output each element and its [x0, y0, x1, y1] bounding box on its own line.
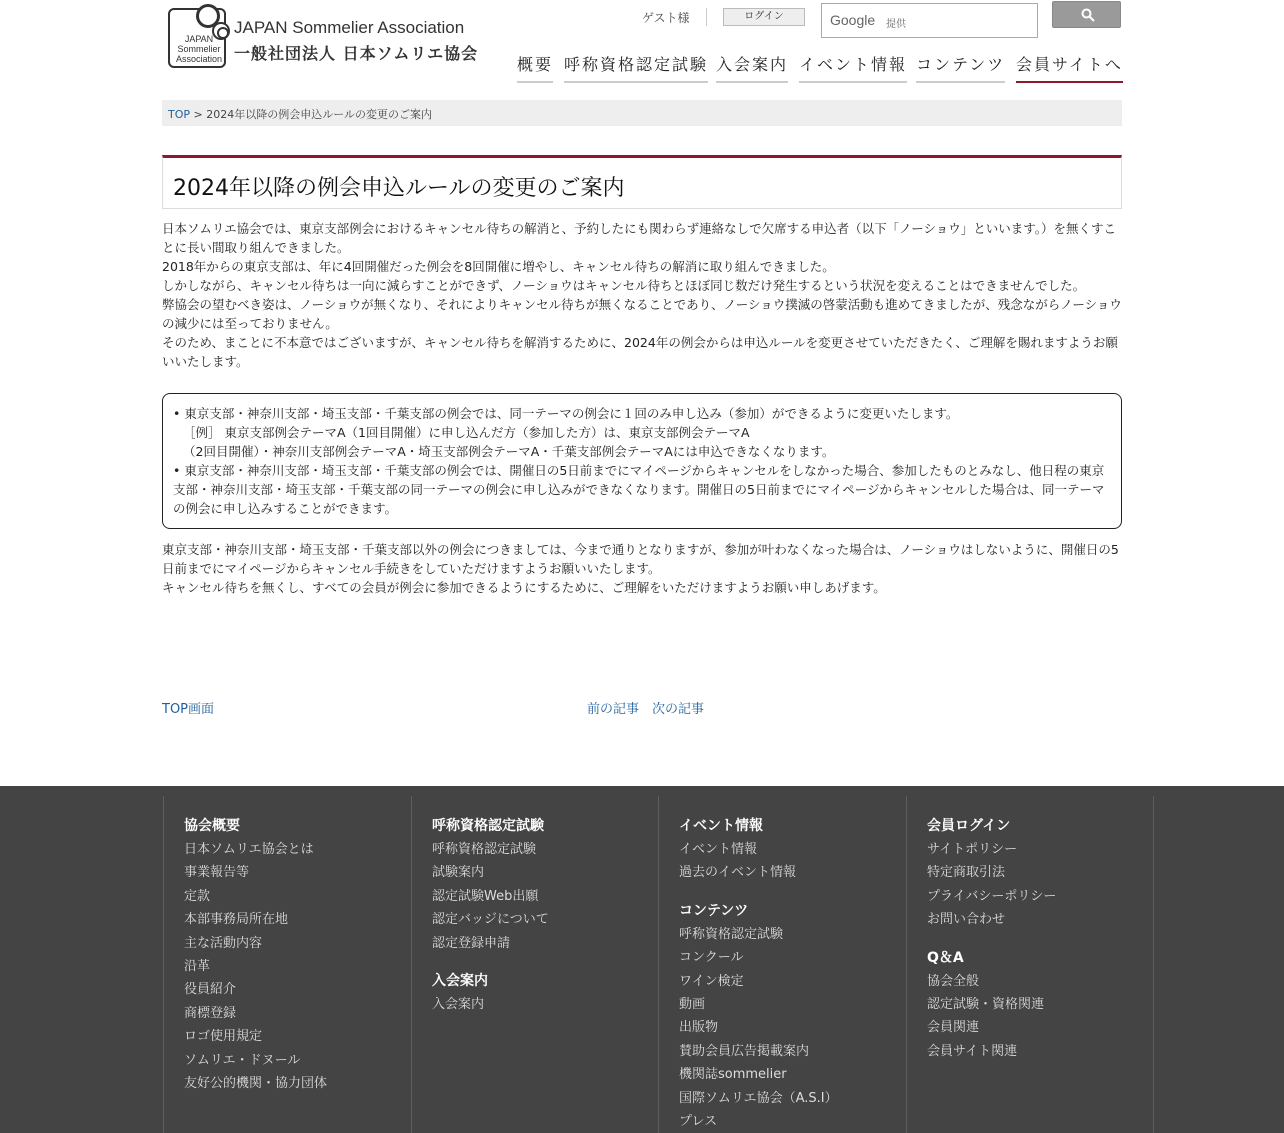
- intro-text: [162, 219, 1122, 371]
- site-header: [162, 0, 1122, 90]
- guest-label: ゲスト様: [642, 11, 690, 25]
- header-divider: [706, 8, 707, 26]
- footer-link[interactable]: イベント情報: [679, 842, 758, 857]
- site-logo[interactable]: [168, 8, 479, 70]
- nav-contents[interactable]: コンテンツ: [916, 52, 1005, 83]
- notice-line: • 東京支部・神奈川支部・埼玉支部・千葉支部の例会では、同一テーマの例会に１回のみ申し込み（参加）ができるように変更いたします。: [173, 406, 959, 421]
- footer-link[interactable]: お問い合わせ: [927, 912, 1006, 928]
- footer-link[interactable]: 国際ソムリエ協会（A.S.I）: [679, 1090, 838, 1106]
- footer-link[interactable]: プレス: [679, 1114, 718, 1130]
- footer-link[interactable]: プライバシーポリシー: [927, 888, 1057, 904]
- footer-link[interactable]: 認定登録申請: [432, 935, 511, 951]
- closing-text: [162, 540, 1122, 597]
- footer-link[interactable]: 賛助会員広告掲載案内: [679, 1043, 810, 1059]
- footer-link[interactable]: 協会全般: [927, 973, 980, 989]
- intro-paragraph: しかしながら、キャンセル待ちは一向に減らすことができず、ノーショウはキャンセル待ちとほぼ同じ数だけ発生するという状況を変えることはできませんでした。: [162, 278, 1086, 293]
- site-footer: [0, 786, 1284, 1133]
- search-provider-label: 提供: [886, 19, 906, 30]
- nav-events[interactable]: イベント情報: [799, 52, 907, 83]
- search-input[interactable]: [821, 3, 1038, 38]
- footer-column: [906, 796, 1154, 1133]
- footer-link[interactable]: 商標登録: [184, 1005, 237, 1021]
- footer-link[interactable]: 会員サイト関連: [927, 1043, 1018, 1059]
- intro-paragraph: 2018年からの東京支部は、年に4回開催だった例会を8回開催に増やし、キャンセル待ちの解消に取り組んできました。: [162, 259, 835, 274]
- nav-certification-exam[interactable]: 呼称資格認定試験: [564, 52, 708, 83]
- prev-article-link[interactable]: 前の記事: [587, 702, 640, 717]
- breadcrumb-separator: >: [190, 108, 207, 121]
- page-title-box: [162, 155, 1122, 209]
- logo-english-name: JAPAN Sommelier Association: [234, 18, 465, 37]
- logo-mark-text: Association: [175, 54, 223, 64]
- footer-heading[interactable]: イベント情報: [679, 818, 763, 834]
- intro-paragraph: 弊協会の望むべき姿は、ノーショウが無くなり、それによりキャンセル待ちが無くなることであり、ノーショウ撲滅の啓蒙活動も進めてきましたが、残念ながらノーショウの減少には至っておりません。: [162, 297, 1122, 331]
- footer-link[interactable]: 呼称資格認定試験: [679, 926, 784, 942]
- footer-link[interactable]: 特定商取引法: [927, 865, 1006, 881]
- notice-line: （2回目開催）・神奈川支部例会テーマA・埼玉支部例会テーマA・千葉支部例会テーマAには申込できなくなります。: [183, 444, 835, 459]
- footer-link[interactable]: 日本ソムリエ協会とは: [184, 842, 314, 857]
- footer-heading[interactable]: 協会概要: [184, 818, 240, 834]
- search-icon: [1081, 8, 1095, 22]
- footer-link[interactable]: 過去のイベント情報: [679, 865, 797, 881]
- footer-link[interactable]: 友好公的機関・協力団体: [184, 1076, 328, 1092]
- rule-notice-box: [162, 393, 1122, 529]
- footer-link[interactable]: サイトポリシー: [927, 842, 1018, 857]
- footer-link[interactable]: ロゴ使用規定: [184, 1029, 263, 1045]
- footer-link[interactable]: 定款: [184, 888, 211, 904]
- footer-link[interactable]: 主な活動内容: [184, 935, 263, 951]
- footer-link[interactable]: 呼称資格認定試験: [432, 842, 537, 857]
- logo-japanese-name: 一般社団法人 日本ソムリエ協会: [234, 44, 479, 63]
- footer-link[interactable]: 認定バッジについて: [432, 912, 549, 928]
- login-button[interactable]: ログイン: [723, 8, 805, 26]
- footer-link[interactable]: 機関誌sommelier: [679, 1067, 787, 1083]
- footer-link[interactable]: 入会案内: [432, 997, 485, 1013]
- footer-heading[interactable]: コンテンツ: [679, 902, 749, 919]
- breadcrumb-current: 2024年以降の例会申込ルールの変更のご案内: [206, 108, 433, 121]
- footer-link[interactable]: 役員紹介: [184, 982, 237, 998]
- footer-link[interactable]: コンクール: [679, 950, 744, 966]
- notice-line: • 東京支部・神奈川支部・埼玉支部・千葉支部の例会では、開催日の5日前までにマイページからキャンセルをしなかった場合、参加したものとみなし、他日程の東京支部・神奈川支部・埼玉支部・千葉支部の同一テーマの例会に申し込みができなくなります。開催日の5日前までにマイページからキャンセルした場合は、同一テーマの例会に申し込みすることができます。: [173, 463, 1105, 516]
- footer-link[interactable]: ソムリエ・ドヌール: [184, 1052, 301, 1068]
- breadcrumb: [162, 100, 1122, 126]
- nav-membership[interactable]: 入会案内: [716, 52, 788, 83]
- footer-link[interactable]: 出版物: [679, 1020, 719, 1036]
- footer-link[interactable]: 本部事務局所在地: [184, 912, 289, 928]
- footer-link[interactable]: 事業報告等: [184, 865, 250, 881]
- search-button[interactable]: [1052, 1, 1121, 28]
- nav-member-site[interactable]: 会員サイトへ: [1016, 52, 1123, 83]
- footer-link[interactable]: 認定試験Web出願: [432, 888, 539, 904]
- footer-heading[interactable]: 入会案内: [432, 973, 488, 990]
- footer-column: [163, 796, 411, 1133]
- footer-heading[interactable]: 会員ログイン: [927, 818, 1011, 834]
- footer-link[interactable]: 沿革: [184, 959, 211, 975]
- logo-mark-icon: [168, 8, 226, 68]
- nav-overview[interactable]: 概要: [517, 52, 553, 83]
- intro-paragraph: 日本ソムリエ協会では、東京支部例会におけるキャンセル待ちの解消と、予約したにも関わらず連絡なしで欠席する申込者（以下「ノーショウ」といいます。）を無くすことに長い間取り組んできました。: [162, 221, 1117, 255]
- notice-line: ［例］ 東京支部例会テーマA（1回目開催）に申し込んだ方（参加した方）は、東京支部例会テーマA: [183, 425, 750, 440]
- footer-column: [411, 796, 659, 1133]
- footer-heading[interactable]: 呼称資格認定試験: [432, 818, 544, 834]
- footer-link[interactable]: 認定試験・資格関連: [927, 997, 1045, 1013]
- footer-column: [658, 796, 906, 1133]
- footer-link[interactable]: 会員関連: [927, 1020, 980, 1036]
- logo-mark-text: JAPAN: [184, 34, 214, 44]
- closing-paragraph: キャンセル待ちを無くし、すべての会員が例会に参加できるようにするために、ご理解をいただけますようお願い申しあげます。: [162, 580, 886, 595]
- footer-link[interactable]: 動画: [679, 997, 706, 1013]
- footer-link[interactable]: 試験案内: [432, 865, 485, 881]
- breadcrumb-top-link[interactable]: TOP: [168, 108, 191, 121]
- next-article-link[interactable]: 次の記事: [652, 702, 705, 717]
- page-title: 2024年以降の例会申込ルールの変更のご案内: [173, 176, 625, 201]
- logo-mark-text: Sommelier: [177, 44, 221, 54]
- top-page-link[interactable]: TOP画面: [162, 702, 215, 717]
- footer-link[interactable]: ワイン検定: [679, 973, 744, 989]
- closing-paragraph: 東京支部・神奈川支部・埼玉支部・千葉支部以外の例会につきましては、今まで通りとなりますが、参加が叶わなくなった場合は、ノーショウはしないように、開催日の5日前までにマイページからキャンセル手続きをしていただけますようお願いいたします。: [162, 542, 1119, 576]
- footer-heading[interactable]: Q＆A: [927, 949, 964, 966]
- google-brand: Google: [830, 12, 876, 28]
- intro-paragraph: そのため、まことに不本意ではございますが、キャンセル待ちを解消するために、2024年の例会からは申込ルールを変更させていただきたく、ご理解を賜れますようお願いいたします。: [162, 335, 1118, 369]
